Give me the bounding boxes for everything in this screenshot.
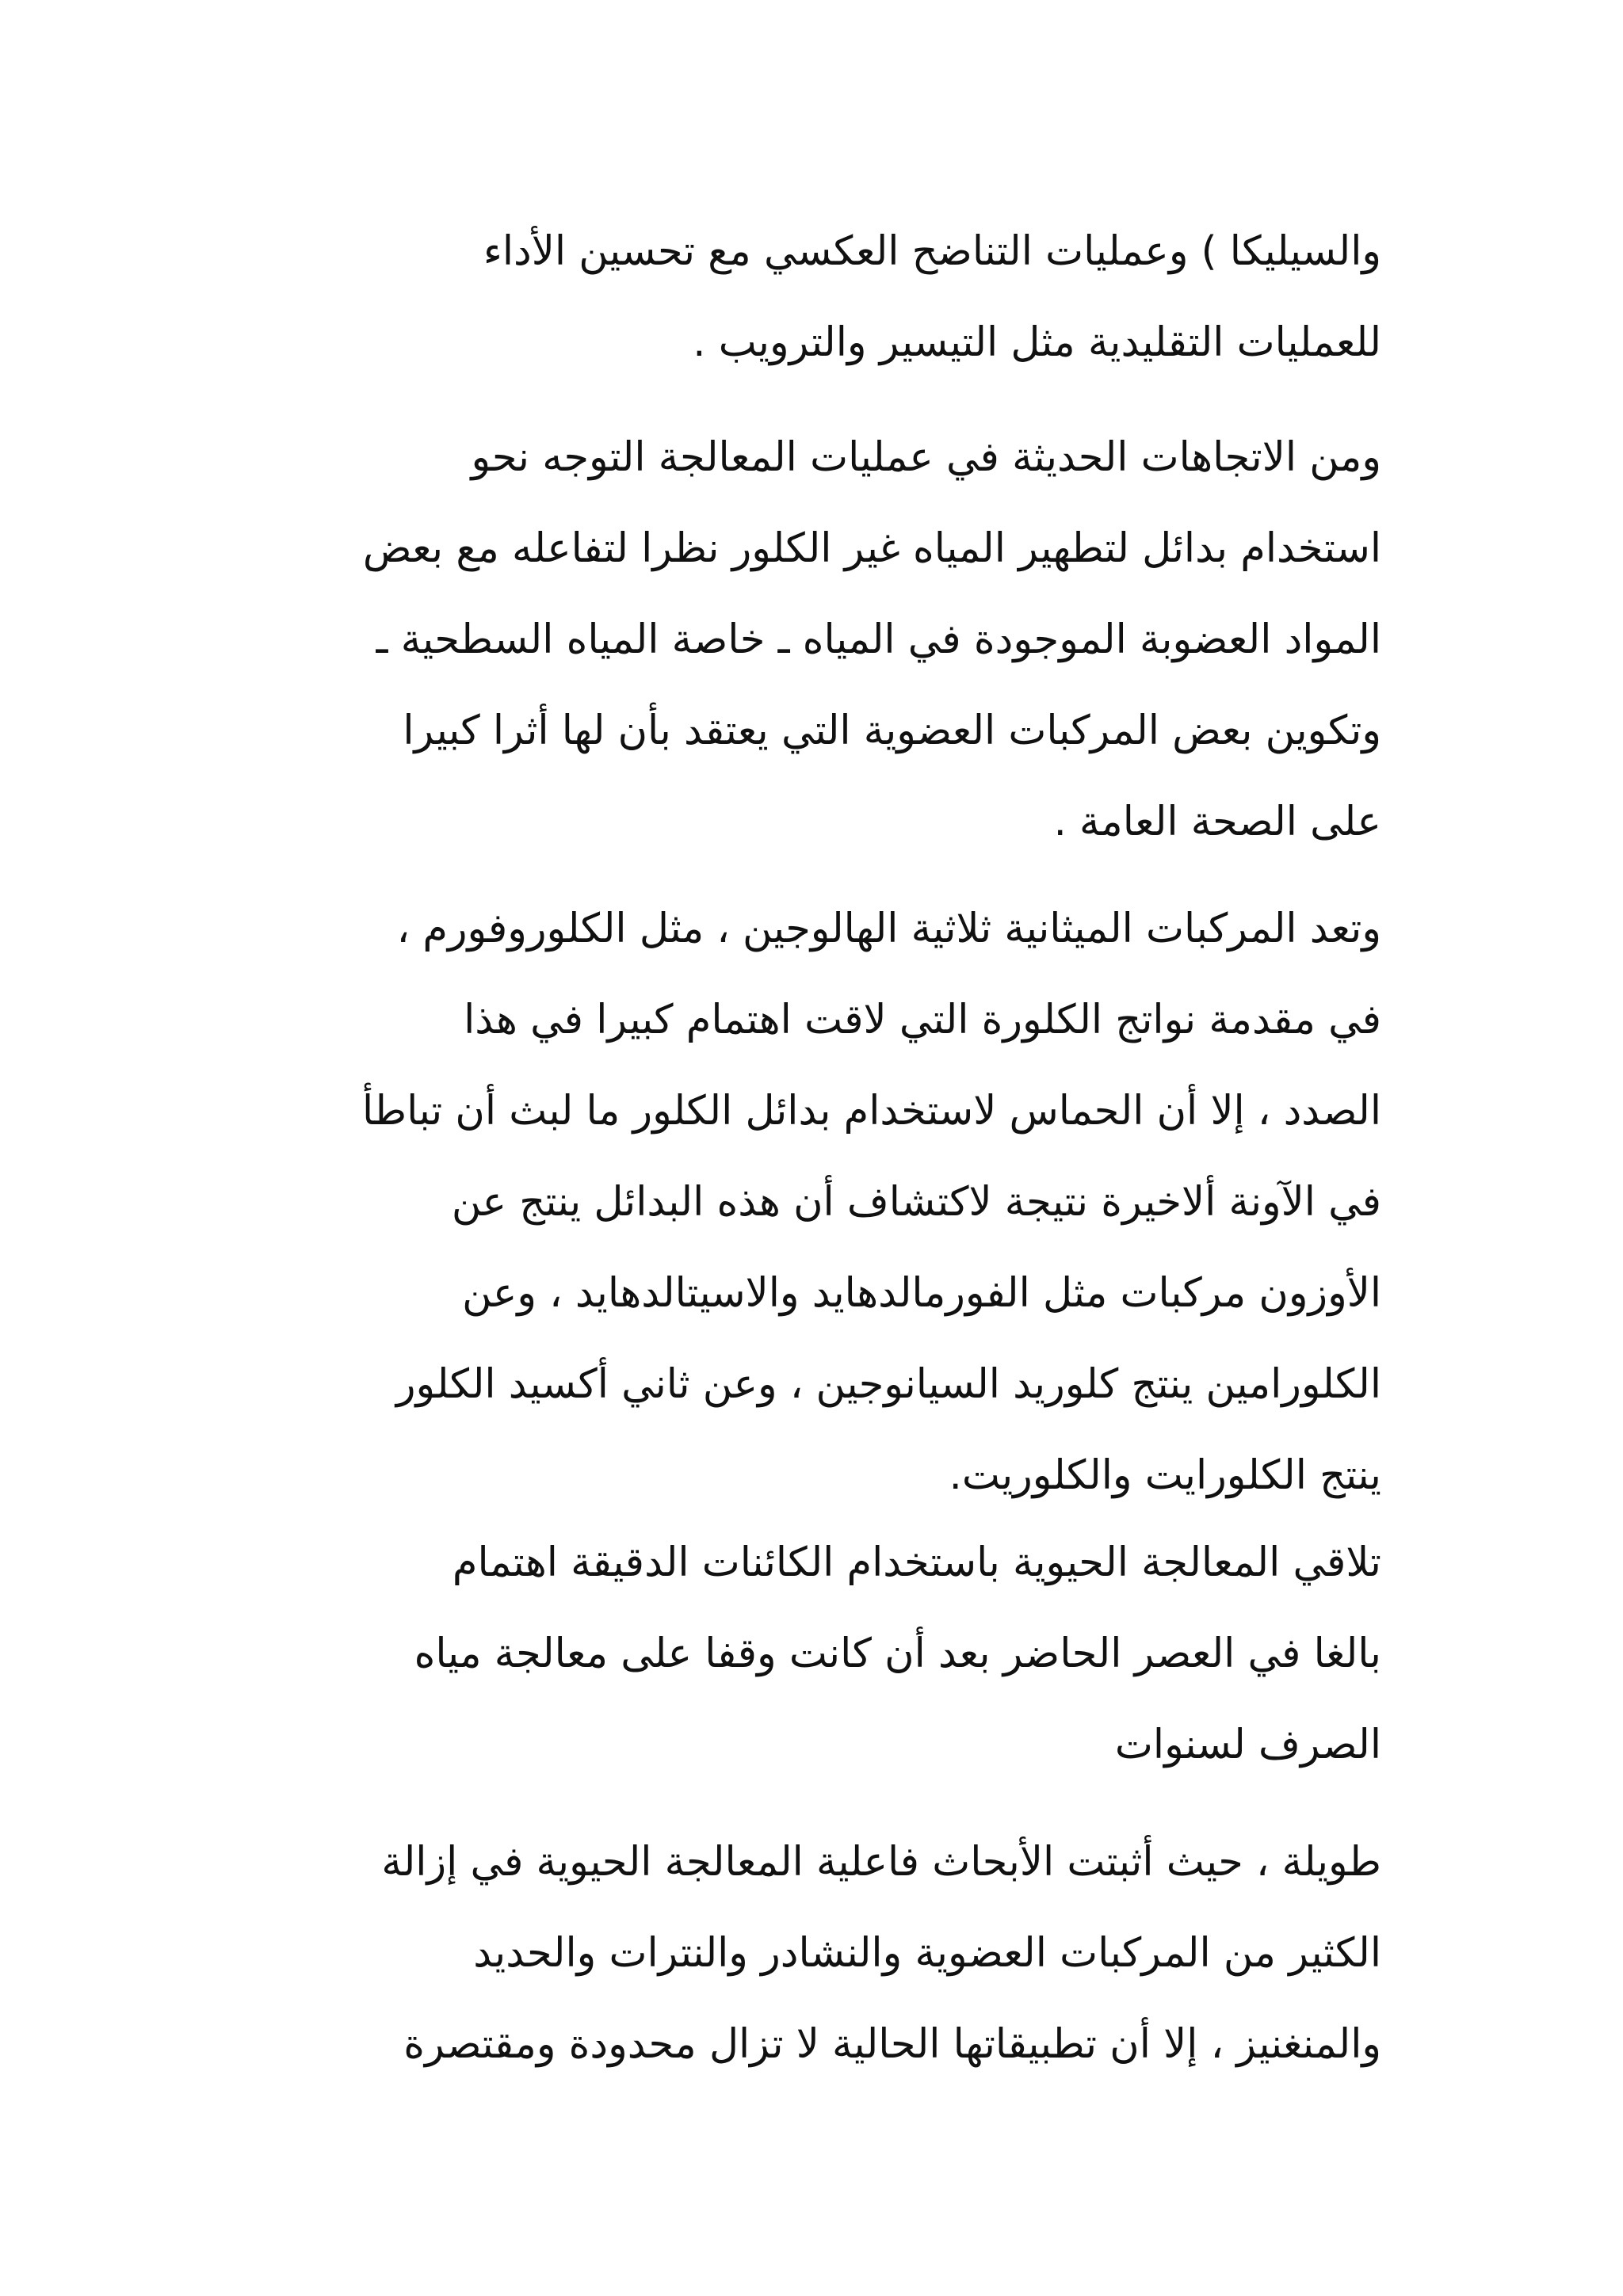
text-line: بالغا في العصر الحاضر بعد أن كانت وقفا على معالجة مياه: [414, 1630, 1381, 1677]
text-line: وتكوين بعض المركبات العضوية التي يعتقد بأن لها أثرا كبيرا: [403, 707, 1381, 754]
text-line: تلاقي المعالجة الحيوية باستخدام الكائنات الدقيقة اهتمام: [452, 1539, 1381, 1586]
text-line: الكلورامين ينتج كلوريد السيانوجين ، وعن ثاني أكسيد الكلور: [395, 1361, 1381, 1408]
text-line: استخدام بدائل لتطهير المياه غير الكلور نظرا لتفاعله مع بعض: [362, 525, 1381, 572]
text-line: والسيليكا ) وعمليات التناضح العكسي مع تحسين الأداء: [483, 228, 1381, 275]
text-line: الصرف لسنوات: [1114, 1722, 1381, 1768]
text-line: في الآونة ألاخيرة نتيجة لاكتشاف أن هذه البدائل ينتج عن: [451, 1179, 1381, 1226]
text-line: في مقدمة نواتج الكلورة التي لاقت اهتمام كبيرا في هذا: [464, 997, 1381, 1043]
text-line: طويلة ، حيث أثبتت الأبحاث فاعلية المعالجة الحيوية في إزالة: [381, 1839, 1381, 1886]
text-line: على الصحة العامة .: [1053, 799, 1381, 845]
text-line: للعمليات التقليدية مثل التيسير والترويب .: [693, 319, 1381, 366]
text-line: الكثير من المركبات العضوية والنشادر والنترات والحديد: [473, 1930, 1381, 1977]
text-line: الصدد ، إلا أن الحماس لاستخدام بدائل الكلور ما لبث أن تباطأ: [361, 1088, 1381, 1135]
text-line: ومن الاتجاهات الحديثة في عمليات المعالجة التوجه نحو: [471, 434, 1381, 481]
text-line: والمنغنيز ، إلا أن تطبيقاتها الحالية لا تزال محدودة ومقتصرة: [403, 2021, 1381, 2068]
text-line: المواد العضوبة الموجودة في المياه ـ خاصة المياه السطحية ـ: [376, 616, 1381, 663]
text-line: وتعد المركبات الميثانية ثلاثية الهالوجين ، مثل الكلوروفورم ،: [396, 906, 1381, 952]
text-line: ينتج الكلورايت والكلوريت.: [949, 1452, 1381, 1499]
text-line: الأوزون مركبات مثل الفورمالدهايد والاسيتالدهايد ، وعن: [462, 1270, 1381, 1317]
